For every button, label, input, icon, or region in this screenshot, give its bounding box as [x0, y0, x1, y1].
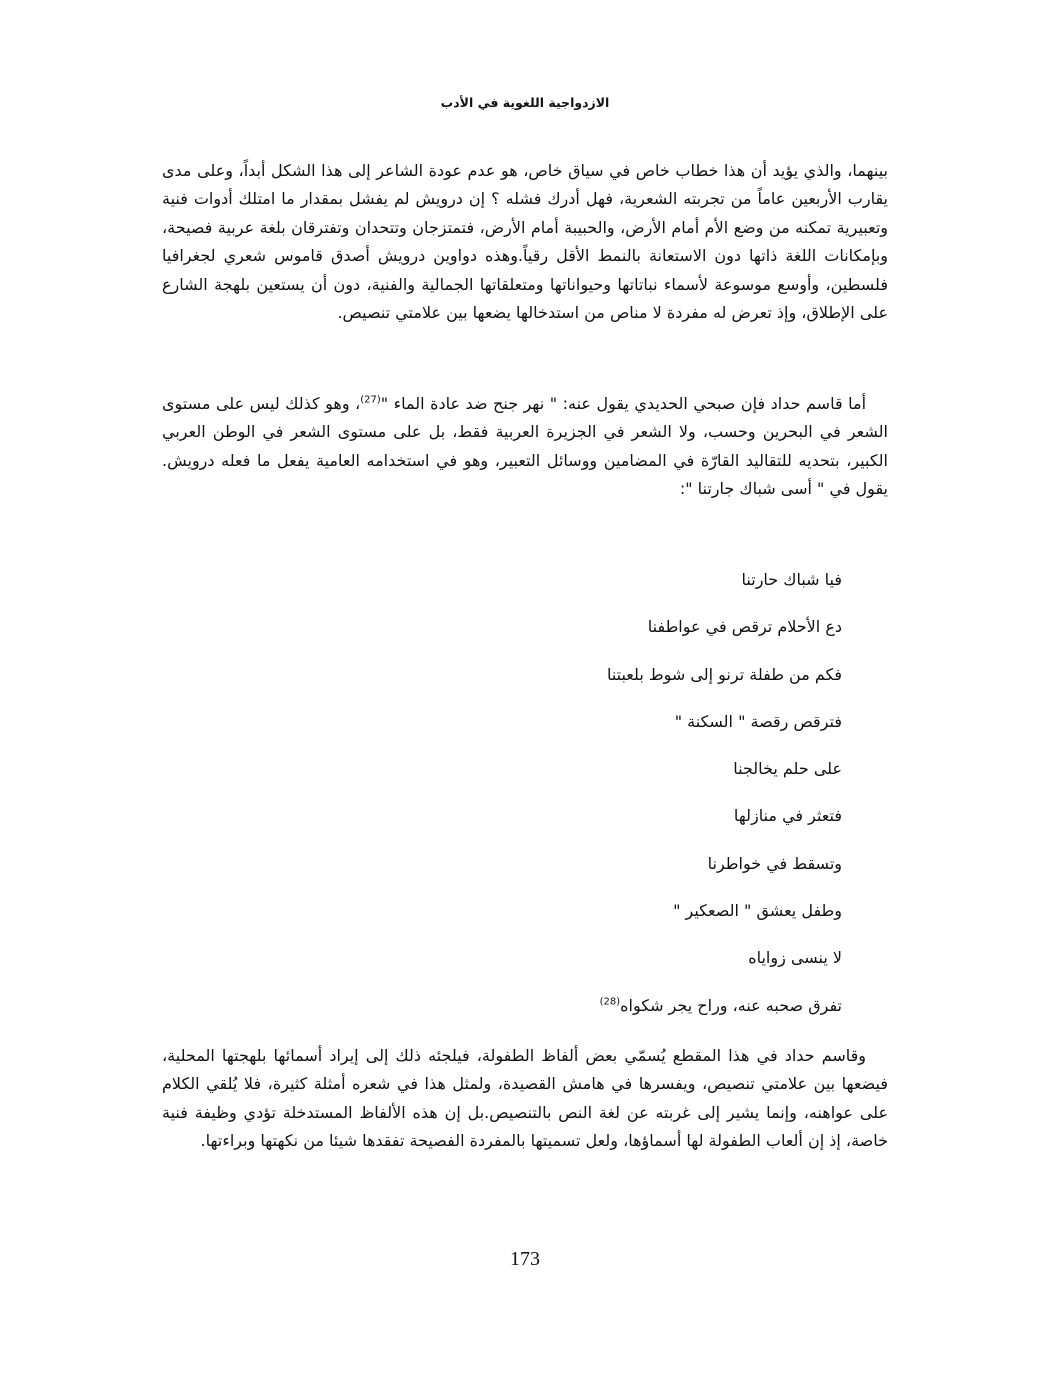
poem-line: فيا شباك حارتنا [741, 570, 842, 589]
poem-excerpt [342, 566, 842, 1039]
paragraph-text-end: ، وهو كذلك ليس على مستوى الشعر في البحرين وحسب، ولا الشعر في الجزيرة العربية فقط، بل على مستوى الشعر في الوطن العربي الكبير، بتحديه للتقاليد القارّة في المضامين ووسائل التعبير، وهو في استخدامه العامية يفعل ما فعله درويش. يقول في " أسى شباك جارتنا ": [162, 394, 888, 499]
paragraph-childhood-words: وقاسم حداد في هذا المقطع يُسمّي بعض ألفاظ الطفولة، فيلجئه ذلك إلى إيراد أسمائها بلهجتها المحلية، فيضعها بين علامتي تنصيص، ويفسرها في هامش القصيدة، ولمثل هذا في شعره أمثلة كثيرة، فلا يُلقي الكلام على عواهنه، وإنما يشير إلى غربته عن لغة النص بالتنصيص.بل إن هذه الألفاظ المستدخلة تؤدي وظيفة فنية خاصة، إذ إن ألعاب الطفولة لها أسماؤها، ولعل تسميتها بالمفردة الفصيحة تفقدها شيئا من نكهتها وبراءتها. [162, 1046, 888, 1151]
poem-line-last [342, 992, 842, 1039]
running-header: الازدواجية اللغوية في الأدب [440, 95, 610, 110]
poem-line: فتعثر في منازلها [733, 806, 842, 826]
footnote-ref-27: (27) [360, 394, 381, 406]
poem-line: على حلم يخالجنا [733, 759, 842, 779]
poem-line: فكم من طفلة ترنو إلى شوط بلعبتنا [606, 664, 842, 684]
footnote-ref-28: (28) [599, 996, 621, 1008]
poem-last-line-text: تفرق صحبه عنه، وراح يجر شكواه [620, 995, 842, 1015]
poem-line: وطفل يعشق " الصعكير " [673, 901, 842, 921]
page-number: 173 [510, 1248, 540, 1270]
paragraph-text-start: أما قاسم حداد فإن صبحي الحديدي يقول عنه: " نهر جنح ضد عادة الماء " [380, 394, 867, 413]
paragraph-darwish: بينهما، والذي يؤيد أن هذا خطاب خاص في سياق خاص، هو عدم عودة الشاعر إلى هذا الشكل أبداً، وعلى مدى يقارب الأربعين عاماً من تجربته الشعرية، فهل أدرك فشله ؟ إن درويش لم يفشل بمقدار ما امتلك أدوات فنية وتعبيرية تمكنه من وضع الأم أمام الأرض، والحبيبة أمام الأرض، فتمتزجان وتتحدان وتفترقان بلغة عربية فصيحة، وبإمكانات اللغة ذاتها دون الاستعانة بالنمط الأقل رقياً.وهذه دواوين درويش أصدق قاموس شعري لجغرافيا فلسطين، وأوسع موسوعة لأسماء نباتاتها وحيواناتها ومتعلقاتها الجمالية والفنية، دون أن يستعين بلهجة الشارع على الإطلاق، وإذ تعرض له مفردة لا مناص من استدخالها يضعها بين علامتي تنصيص. [162, 161, 888, 323]
poem-line: دع الأحلام ترقص في عواطفنا [647, 617, 842, 637]
paragraph-qasim-haddad [162, 390, 888, 504]
poem-line: لا ينسى زواياه [748, 948, 842, 968]
poem-line: فترقص رقصة " السكنة " [674, 711, 842, 731]
poem-line: وتسقط في خواطرنا [707, 853, 842, 873]
